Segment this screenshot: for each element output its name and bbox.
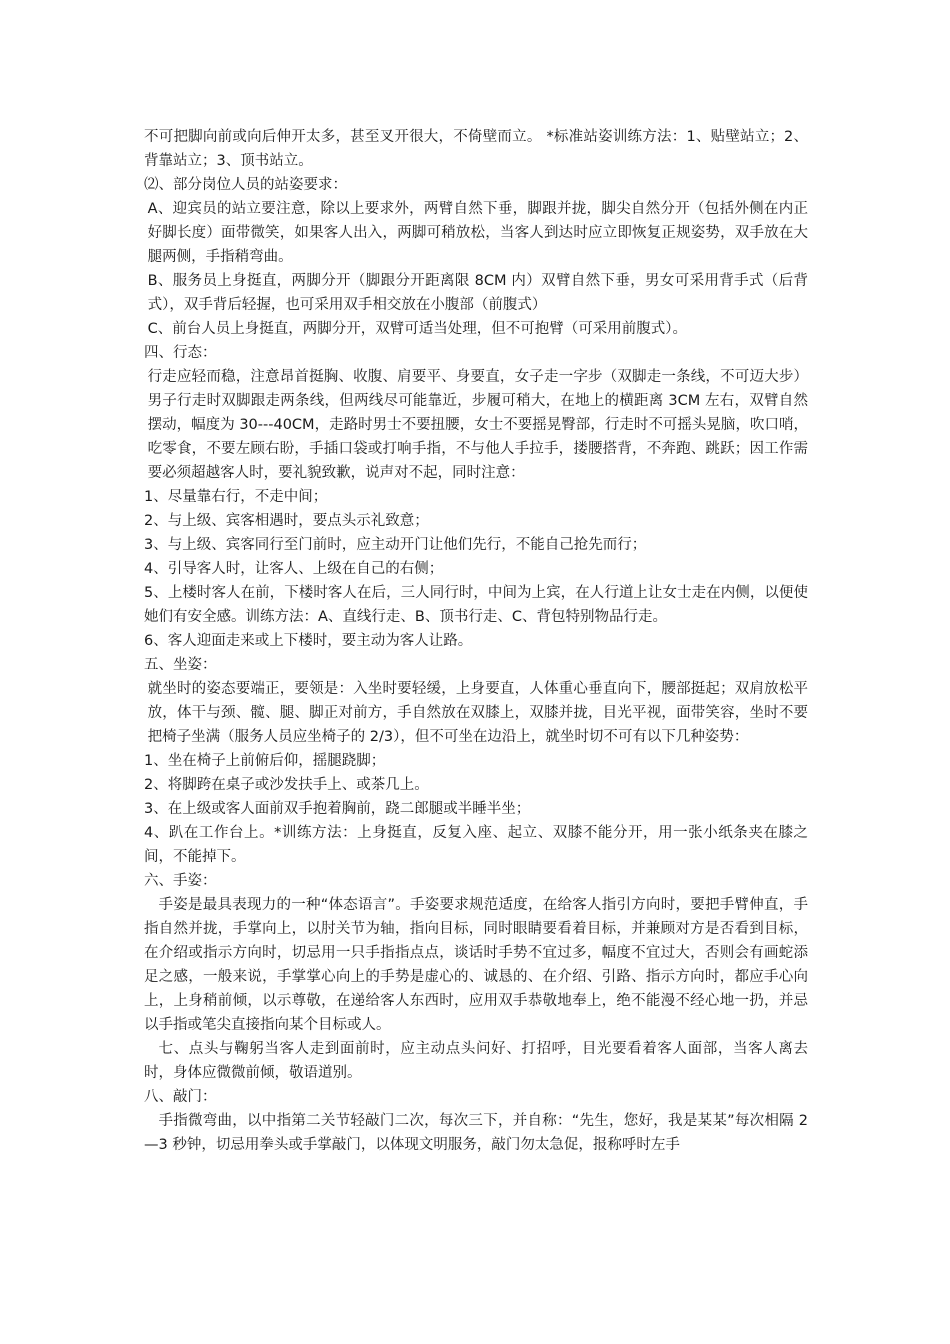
list-item: 2、将脚跨在桌子或沙发扶手上、或茶几上。: [144, 777, 429, 793]
paragraph: 就坐时的姿态要端正，要领是：入坐时要轻缓，上身要直，人体重心垂直向下，腰部挺起；双肩放松平放，体干与颈、髋、腿、脚正对前方，手自然放在双膝上，双膝并拢，目光平视，面带笑容，坐时不要把椅子坐满（服务人员应坐椅子的 2/3），但不可坐在边沿上，就坐时切不可有以下几种姿势：: [147, 681, 808, 745]
list-item: 2、与上级、宾客相遇时，要点头示礼致意；: [144, 513, 429, 529]
paragraph: 手指微弯曲，以中指第二关节轻敲门二次，每次三下，并自称：“先生，您好，我是某某”每次相隔 2—3 秒钟，切忌用拳头或手掌敲门，以体现文明服务，敲门勿太急促，报称呼时左手: [144, 1113, 808, 1153]
paragraph: 不可把脚向前或向后伸开太多，甚至叉开很大，不倚壁而立。 *标准站姿训练方法：1、贴壁站立；2、背靠站立；3、顶书站立。: [144, 129, 808, 169]
paragraph: C、前台人员上身挺直，两脚分开，双臂可适当处理，但不可抱臂（可采用前腹式）。: [147, 321, 687, 337]
document-body: [144, 125, 808, 1157]
paragraph: 七、点头与鞠躬当客人走到面前时，应主动点头问好、打招呼，目光要看着客人面部，当客人离去时，身体应微微前倾，敬语道别。: [144, 1041, 808, 1081]
paragraph: ⑵、部分岗位人员的站姿要求：: [144, 177, 347, 193]
list-item: 4、趴在工作台上。*训练方法：上身挺直，反复入座、起立、双膝不能分开，用一张小纸条夹在膝之间，不能掉下。: [144, 825, 808, 865]
list-item: 4、引导客人时，让客人、上级在自己的右侧；: [144, 561, 444, 577]
list-item: 3、与上级、宾客同行至门前时，应主动开门让他们先行，不能自己抢先而行；: [144, 537, 647, 553]
list-item: 5、上楼时客人在前，下楼时客人在后，三人同行时，中间为上宾，在人行道上让女士走在内侧，以便使她们有安全感。训练方法：A、直线行走、B、顶书行走、C、背包特别物品行走。: [144, 585, 808, 625]
section-heading: 五、坐姿：: [144, 657, 217, 673]
paragraph: B、服务员上身挺直，两脚分开（脚跟分开距离限 8CM 内）双臂自然下垂，男女可采用背手式（后背式），双手背后轻握，也可采用双手相交放在小腹部（前腹式）: [147, 273, 808, 313]
list-item: 1、坐在椅子上前俯后仰，摇腿跷脚；: [144, 753, 386, 769]
paragraph: 手姿是最具表现力的一种“体态语言”。手姿要求规范适度，在给客人指引方向时，要把手臂伸直，手指自然并拢，手掌向上，以肘关节为轴，指向目标，同时眼睛要看着目标，并兼顾对方是否看到目标，在介绍或指示方向时，切忌用一只手指指点点，谈话时手势不宜过多，幅度不宜过大，否则会有画蛇添足之感，一般来说，手掌掌心向上的手势是虚心的、诚恳的、在介绍、引路、指示方向时，都应手心向上，上身稍前倾，以示尊敬，在递给客人东西时，应用双手恭敬地奉上，绝不能漫不经心地一扔，并忌以手指或笔尖直接指向某个目标或人。: [144, 897, 808, 1033]
paragraph: 行走应轻而稳，注意昂首挺胸、收腹、肩要平、身要直，女子走一字步（双脚走一条线，不可迈大步）男子行走时双脚跟走两条线，但两线尽可能靠近，步履可稍大，在地上的横距离 3CM 左右，双臂自然摆动，幅度为 30---40CM，走路时男士不要扭腰，女士不要摇晃臀部，行走时不可摇头晃脑，吹口哨，吃零食，不要左顾右盼，手插口袋或打响手指，不与他人手拉手，搂腰搭背，不奔跑、跳跃；因工作需要必须超越客人时，要礼貌致歉，说声对不起，同时注意：: [147, 369, 808, 481]
section-heading: 四、行态：: [144, 345, 217, 361]
section-heading: 八、敲门：: [144, 1089, 217, 1105]
list-item: 6、客人迎面走来或上下楼时，要主动为客人让路。: [144, 633, 473, 649]
list-item: 1、尽量靠右行，不走中间；: [144, 489, 328, 505]
paragraph: A、迎宾员的站立要注意，除以上要求外，两臂自然下垂，脚跟并拢，脚尖自然分开（包括外侧在内正好脚长度）面带微笑，如果客人出入，两脚可稍放松，当客人到达时应立即恢复正规姿势，双手放在大腿两侧，手指稍弯曲。: [147, 201, 808, 265]
list-item: 3、在上级或客人面前双手抱着胸前，跷二郎腿或半睡半坐；: [144, 801, 531, 817]
section-heading: 六、手姿：: [144, 873, 217, 889]
